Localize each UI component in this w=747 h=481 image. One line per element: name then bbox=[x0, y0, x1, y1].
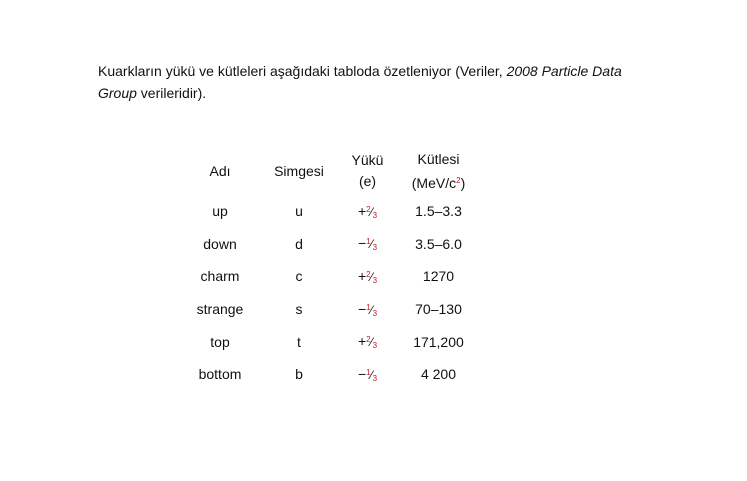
intro-source: 2008 Particle Data Group bbox=[98, 63, 622, 101]
quark-name: top bbox=[210, 333, 230, 350]
quark-symbol: s bbox=[295, 301, 303, 318]
table-row bbox=[176, 358, 476, 391]
intro-text-end: verileridir). bbox=[136, 85, 207, 101]
quark-symbol: d bbox=[295, 235, 303, 252]
header-mass-unit: $(MeV/c^2)$ bbox=[411, 174, 466, 191]
header-symbol: Simgesi bbox=[274, 162, 324, 179]
quark-symbol: t bbox=[297, 333, 301, 350]
table-row bbox=[176, 293, 476, 326]
quark-charge bbox=[334, 260, 401, 293]
quark-mass: 1.5–3.3 bbox=[415, 203, 462, 220]
quark-name: charm bbox=[200, 268, 240, 285]
table-row bbox=[176, 325, 476, 358]
header-charge-unit: (e) bbox=[358, 173, 377, 189]
header-charge-title: Yükü bbox=[351, 152, 384, 168]
quark-charge bbox=[334, 325, 401, 358]
charge-sign: − bbox=[357, 365, 367, 382]
quark-table bbox=[176, 147, 476, 391]
table-row bbox=[176, 260, 476, 293]
header-name: Adı bbox=[209, 162, 231, 179]
charge-sign: − bbox=[357, 235, 367, 252]
table-row bbox=[176, 228, 476, 261]
charge-fraction: $^2⁄_3$ bbox=[366, 204, 378, 220]
quark-name: bottom bbox=[198, 366, 242, 383]
quark-mass: 4 200 bbox=[420, 366, 457, 383]
quark-name: down bbox=[203, 235, 237, 252]
quark-mass: 3.5–6.0 bbox=[415, 235, 462, 252]
quark-charge bbox=[334, 293, 401, 326]
table-header-row bbox=[176, 147, 476, 195]
charge-sign: + bbox=[357, 267, 367, 284]
charge-sign: − bbox=[357, 300, 367, 317]
header-charge bbox=[334, 147, 401, 195]
quark-charge bbox=[334, 195, 401, 228]
header-mass bbox=[401, 147, 476, 195]
charge-sign: + bbox=[357, 202, 367, 219]
quark-charge bbox=[334, 358, 401, 391]
intro-paragraph bbox=[98, 60, 658, 104]
quark-name: strange bbox=[196, 301, 244, 318]
quark-symbol: u bbox=[295, 203, 303, 220]
charge-fraction: $^1⁄_3$ bbox=[366, 367, 378, 383]
table-body bbox=[176, 195, 476, 391]
header-mass-title: Kütlesi bbox=[417, 150, 460, 167]
quark-charge bbox=[334, 228, 401, 261]
charge-fraction: $^2⁄_3$ bbox=[366, 335, 378, 351]
charge-fraction: $^1⁄_3$ bbox=[366, 302, 378, 318]
charge-fraction: $^1⁄_3$ bbox=[366, 237, 378, 253]
quark-symbol: b bbox=[295, 366, 303, 383]
quark-name: up bbox=[212, 203, 228, 220]
charge-sign: + bbox=[357, 333, 367, 350]
intro-text: Kuarkların yükü ve kütleleri aşağıdaki tabloda özetleniyor (Veriler, bbox=[98, 63, 507, 79]
quark-mass: 171,200 bbox=[413, 333, 464, 350]
quark-symbol: c bbox=[295, 268, 303, 285]
table-row bbox=[176, 195, 476, 228]
quark-mass: 70–130 bbox=[415, 301, 462, 318]
quark-mass: 1270 bbox=[422, 268, 455, 285]
charge-fraction: $^2⁄_3$ bbox=[366, 269, 378, 285]
